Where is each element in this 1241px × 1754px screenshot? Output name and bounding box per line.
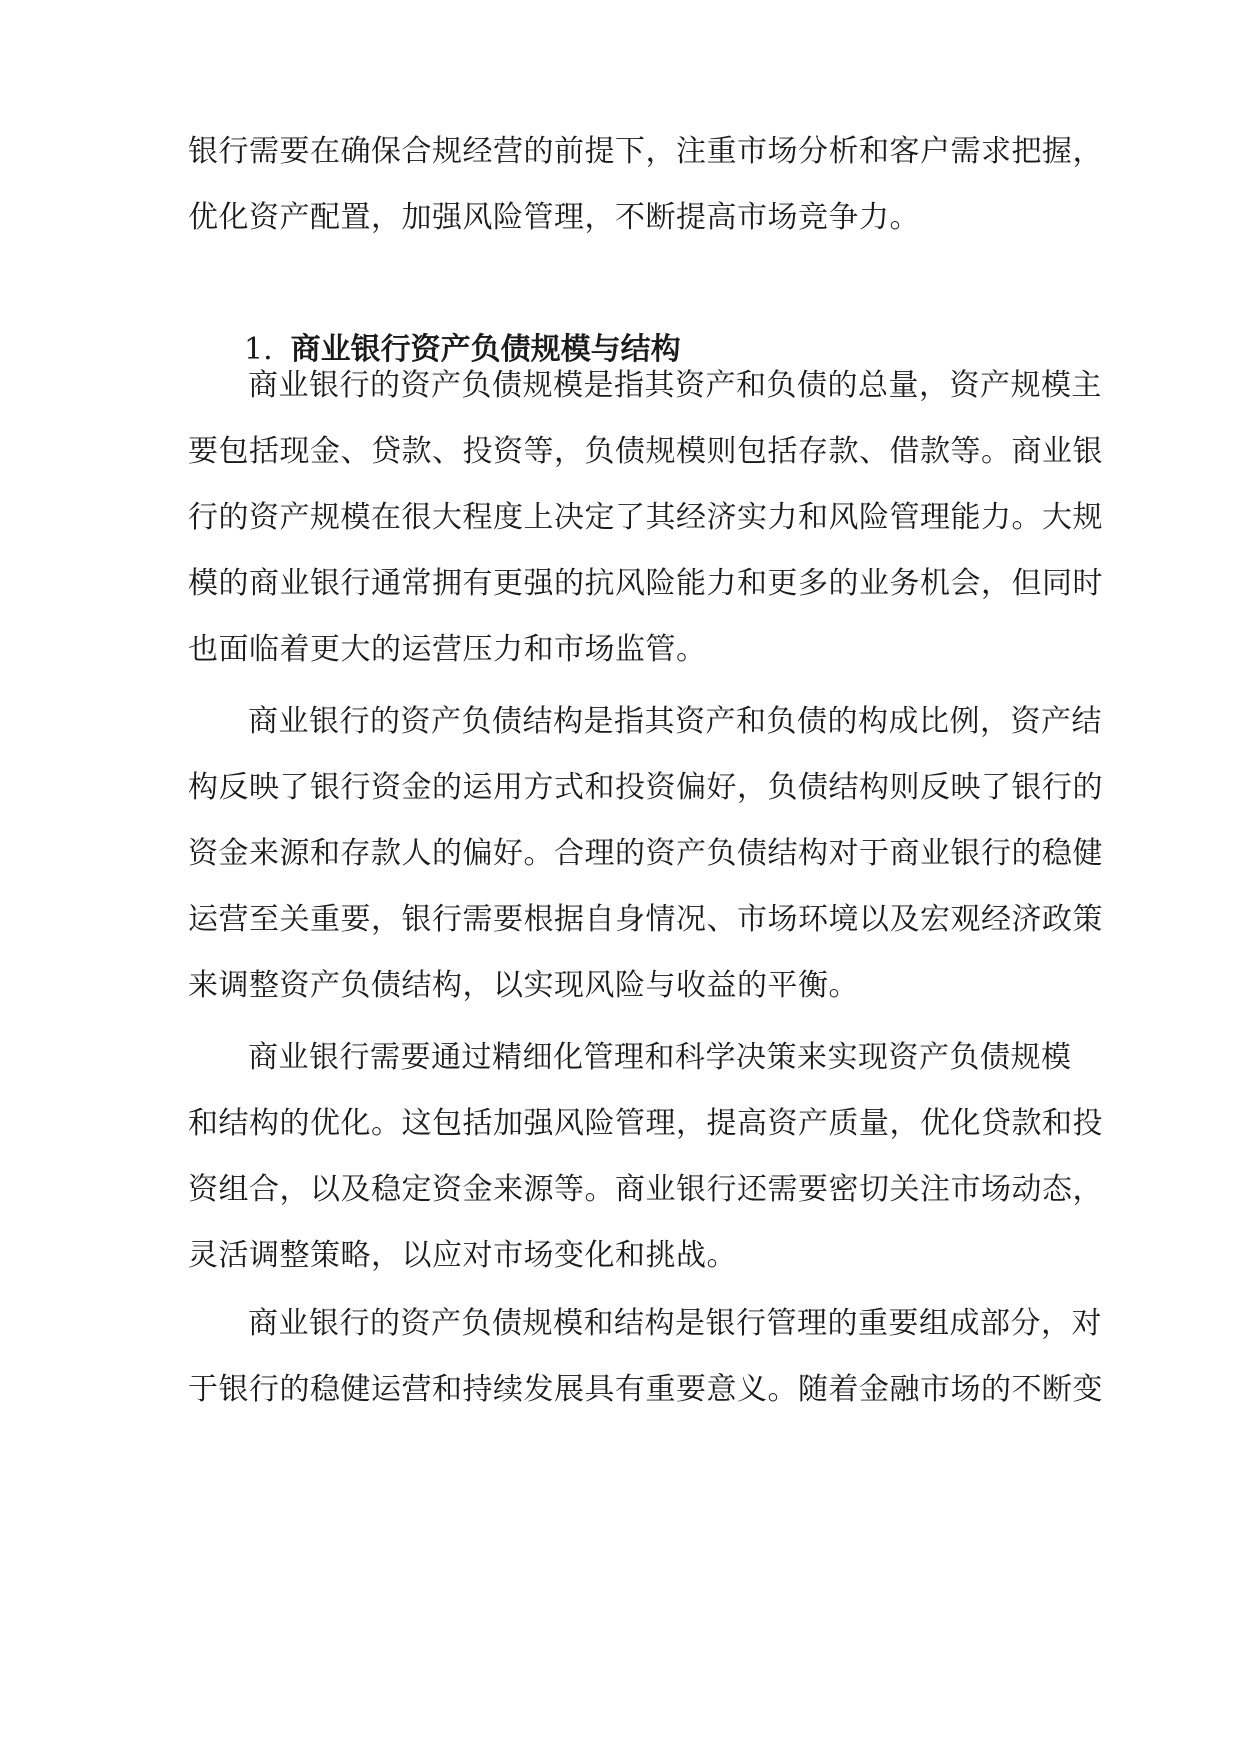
paragraph-line: 商业银行需要通过精细化管理和科学决策来实现资产负债规模 [248, 1040, 1072, 1075]
paragraph-line: 于银行的稳健运营和持续发展具有重要意义。随着金融市场的不断变 [188, 1372, 1103, 1407]
intro-line: 优化资产配置，加强风险管理，不断提高市场竞争力。 [188, 200, 920, 235]
paragraph-line: 资金来源和存款人的偏好。合理的资产负债结构对于商业银行的稳健 [188, 836, 1103, 871]
paragraph-line: 商业银行的资产负债规模是指其资产和负债的总量，资产规模主 [248, 368, 1102, 403]
section-number: 1. [244, 332, 273, 367]
section-title: 商业银行资产负债规模与结构 [290, 332, 681, 367]
section-heading [244, 330, 681, 370]
paragraph-line: 也面临着更大的运营压力和市场监管。 [188, 632, 707, 667]
paragraph-line: 来调整资产负债结构，以实现风险与收益的平衡。 [188, 968, 859, 1003]
paragraph-line: 构反映了银行资金的运用方式和投资偏好，负债结构则反映了银行的 [188, 770, 1103, 805]
paragraph-line: 行的资产规模在很大程度上决定了其经济实力和风险管理能力。大规 [188, 500, 1103, 535]
intro-line: 银行需要在确保合规经营的前提下，注重市场分析和客户需求把握， [188, 134, 1103, 169]
paragraph-line: 商业银行的资产负债结构是指其资产和负债的构成比例，资产结 [248, 704, 1102, 739]
paragraph-line: 商业银行的资产负债规模和结构是银行管理的重要组成部分，对 [248, 1306, 1102, 1341]
paragraph-line: 资组合，以及稳定资金来源等。商业银行还需要密切关注市场动态， [188, 1172, 1103, 1207]
paragraph-line: 灵活调整策略，以应对市场变化和挑战。 [188, 1238, 737, 1273]
paragraph-line: 运营至关重要，银行需要根据自身情况、市场环境以及宏观经济政策 [188, 902, 1103, 937]
paragraph-line: 模的商业银行通常拥有更强的抗风险能力和更多的业务机会，但同时 [188, 566, 1103, 601]
paragraph-line: 和结构的优化。这包括加强风险管理，提高资产质量，优化贷款和投 [188, 1106, 1103, 1141]
paragraph-line: 要包括现金、贷款、投资等，负债规模则包括存款、借款等。商业银 [188, 434, 1103, 469]
